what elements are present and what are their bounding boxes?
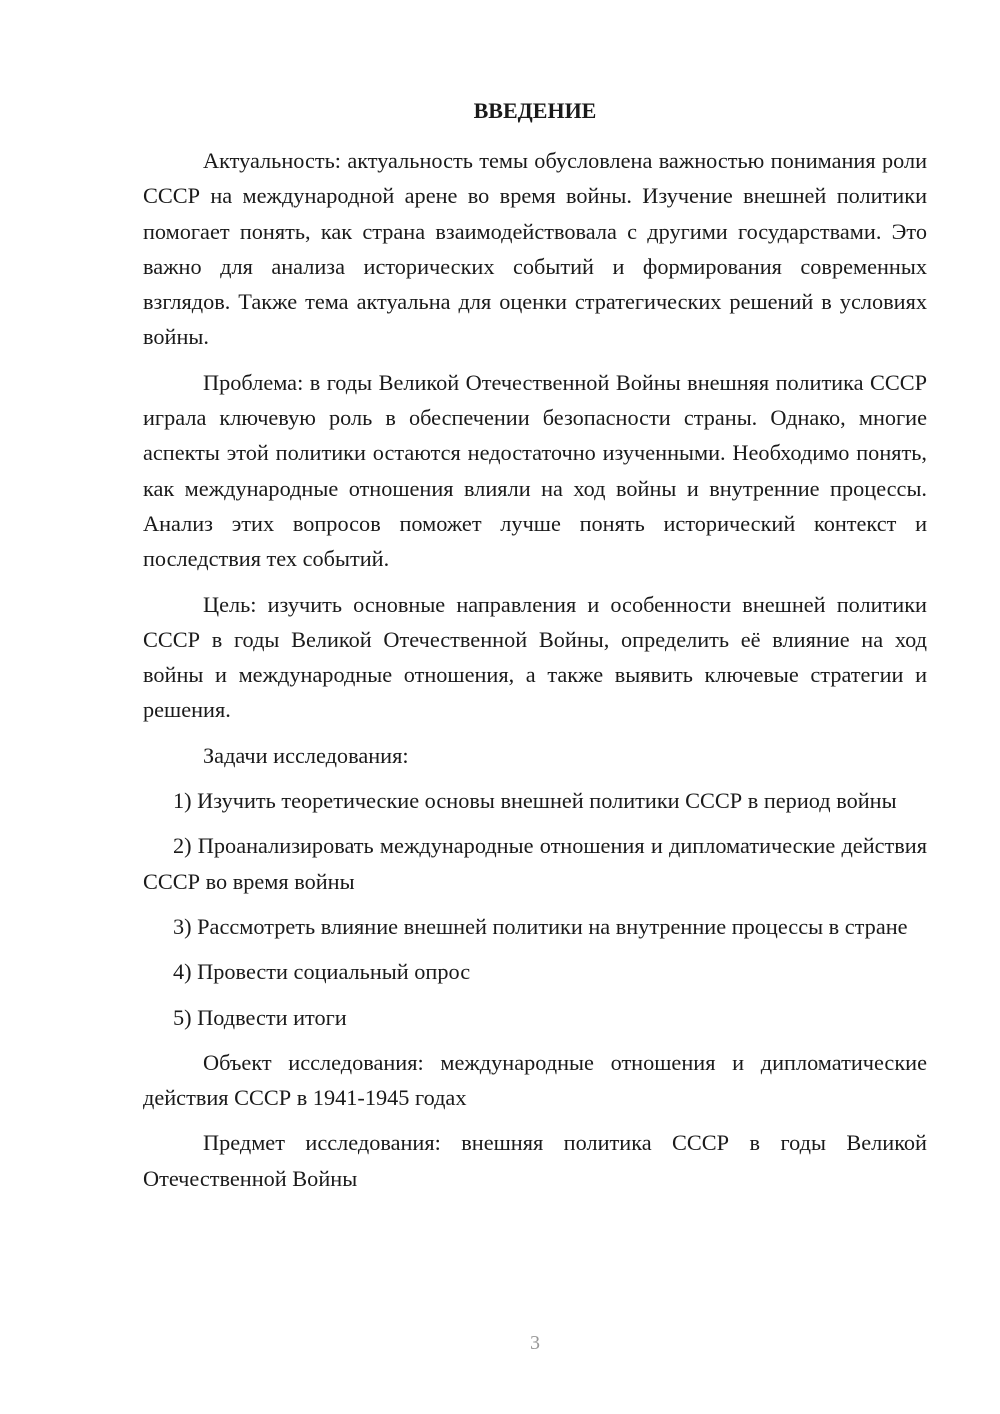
problem-paragraph: Проблема: в годы Великой Отечественной Войны внешняя политика СССР играла ключевую роль в обеспечении безопасности страны. Однако, многие аспекты этой политики остаются недостаточно изученными. Необходимо понять, как международные отношения влияли на ход войны и внутренние процессы. Анализ этих вопросов поможет лучше понять исторический контекст и последствия тех событий.	[143, 369, 927, 572]
page-number: 3	[530, 1332, 540, 1354]
document-page	[143, 0, 927, 1414]
page-title: ВВЕДЕНИЕ	[473, 98, 597, 123]
task-item-2: 2) Проанализировать международные отношения и дипломатические действия СССР во время войны	[143, 833, 927, 894]
task-item-3: 3) Рассмотреть влияние внешней политики на внутренние процессы в стране	[173, 913, 908, 939]
document-body	[143, 143, 927, 1206]
task-item-4: 4) Провести социальный опрос	[173, 959, 471, 985]
task-item-1: 1) Изучить теоретические основы внешней политики СССР в период войны	[173, 788, 897, 814]
subject-paragraph: Предмет исследования: внешняя политика СССР в годы Великой Отечественной Войны	[143, 1130, 927, 1191]
relevance-paragraph: Актуальность: актуальность темы обусловлена важностью понимания роли СССР на международной арене во время войны. Изучение внешней политики помогает понять, как страна взаимодействовала с другими государствами. Это важно для анализа исторических событий и формирования современных взглядов. Также тема актуальна для оценки стратегических решений в условиях войны.	[143, 148, 927, 350]
goal-paragraph: Цель: изучить основные направления и особенности внешней политики СССР в годы Великой Отечественной Войны, определить её влияние на ход войны и международные отношения, а также выявить ключевые стратегии и решения.	[143, 591, 927, 723]
tasks-heading: Задачи исследования:	[203, 742, 409, 768]
object-paragraph: Объект исследования: международные отношения и дипломатические действия СССР в 1941-1945 годах	[143, 1049, 927, 1111]
task-item-5: 5) Подвести итоги	[173, 1004, 347, 1030]
